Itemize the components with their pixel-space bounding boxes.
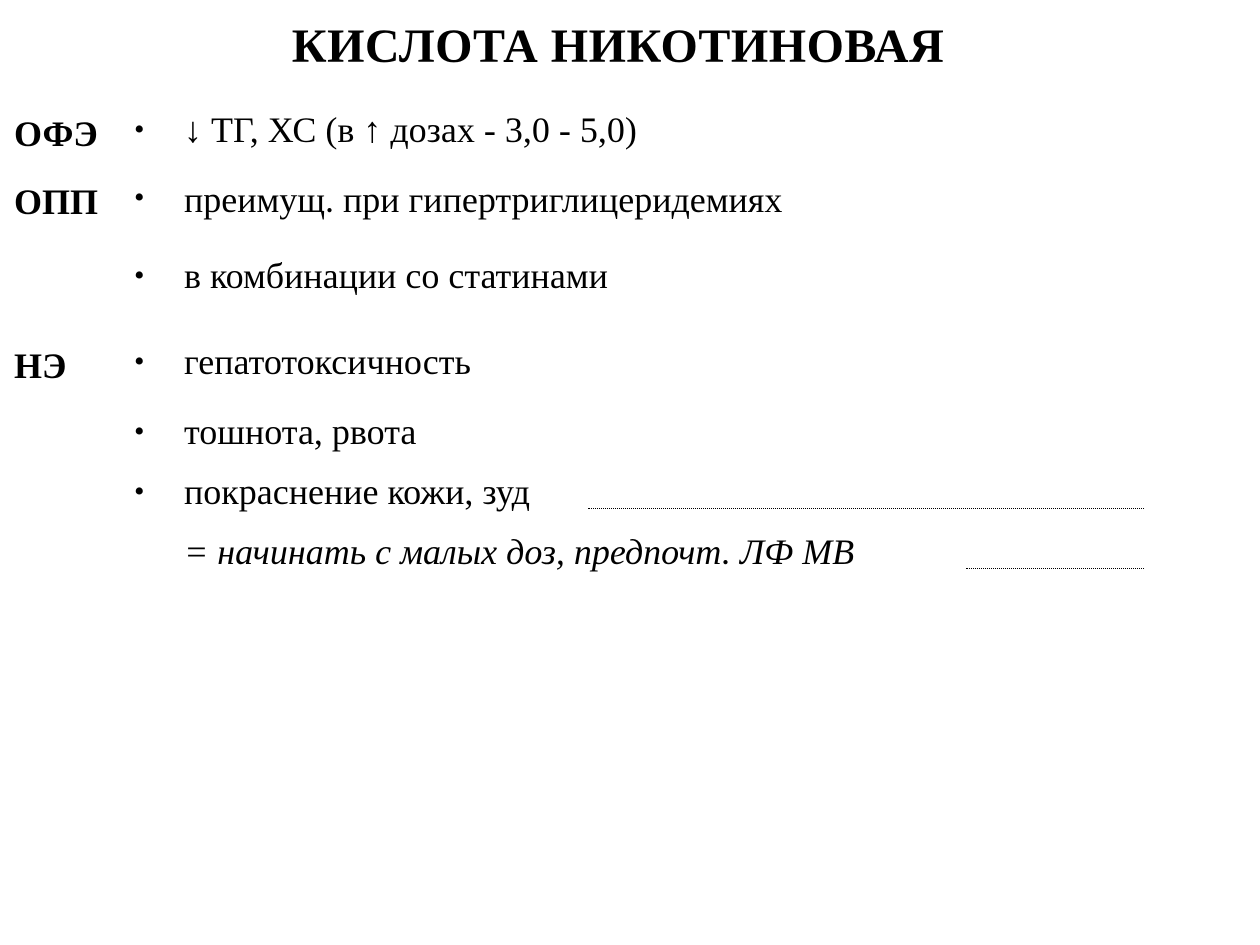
section-label-opp: ОПП [14,182,99,222]
bullet-marker: • [134,259,145,292]
ne-note: = начинать с малых доз, предпочт. ЛФ МВ [184,532,855,572]
section-label-ofe: ОФЭ [14,114,98,154]
opp-item-2: в комбинации со статинами [184,256,608,296]
bullet-marker: • [134,415,145,448]
bullet-marker: • [134,113,145,146]
opp-item-1: преимущ. при гипертриглицеридемиях [184,180,783,220]
ne-item-3: покраснение кожи, зуд [184,472,530,512]
bullet-marker: • [134,181,145,214]
bullet-marker: • [134,345,145,378]
dotted-leader-line [588,508,1144,509]
slide-title: КИСЛОТА НИКОТИНОВАЯ [291,20,945,73]
ne-item-1: гепатотоксичность [184,342,471,382]
bullet-marker: • [134,475,145,508]
dotted-leader-line [966,568,1144,569]
ofe-item-1: ↓ ТГ, ХС (в ↑ дозах - 3,0 - 5,0) [184,110,637,150]
section-label-ne: НЭ [14,346,67,386]
ne-item-2: тошнота, рвота [184,412,417,452]
